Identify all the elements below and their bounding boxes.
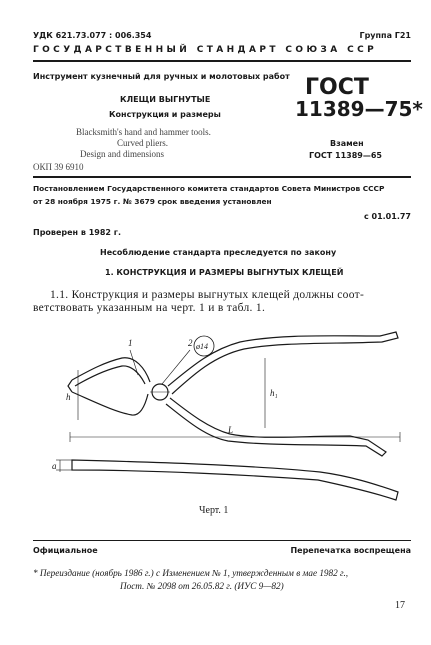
official-label: Официальное [33, 546, 98, 555]
checked-year: Проверен в 1982 г. [33, 228, 121, 237]
document-subtitle: Конструкция и размеры [109, 110, 221, 119]
pliers-drawing [0, 320, 431, 520]
effective-date: с 01.01.77 [363, 212, 411, 221]
okp-code: ОКП 39 6910 [33, 162, 84, 172]
decree-line-2: от 28 ноября 1975 г. № 3679 срок введения установлен [33, 197, 272, 206]
reprint-notice: Перепечатка воспрещена [290, 546, 411, 555]
dim-h1: h₁ [270, 388, 278, 398]
dim-a: a [52, 461, 57, 471]
reissue-note-1: * Переиздание (ноябрь 1986 г.) с Изменением № 1, утвержденным в мае 1982 г., [33, 568, 349, 578]
section-heading: 1. КОНСТРУКЦИЯ И РАЗМЕРЫ ВЫГНУТЫХ КЛЕЩЕЙ [105, 268, 344, 277]
label-diameter: ø14 [196, 342, 208, 351]
reissue-note-2: Пост. № 2098 от 26.05.82 г. (ИУС 9—82) [120, 581, 284, 591]
footer-rule [33, 540, 411, 541]
dim-L: L [228, 425, 234, 435]
state-standard-heading: ГОСУДАРСТВЕННЫЙ СТАНДАРТ СОЮЗА ССР [33, 45, 378, 55]
decree-line-1: Постановлением Государственного комитета стандартов Совета Министров СССР [33, 184, 385, 193]
drawing-caption: Черт. 1 [199, 505, 229, 516]
group-code: Группа Г21 [359, 31, 411, 40]
upper-jaw [72, 358, 150, 382]
title-rule [33, 176, 411, 178]
header-rule [33, 60, 411, 62]
paragraph-line-2: ветствовать указанным на черт. 1 и в табл. 1. [33, 302, 266, 314]
legal-notice: Несоблюдение стандарта преследуется по закону [100, 248, 337, 257]
label-2: 2 [188, 338, 193, 348]
english-title-1: Blacksmith's hand and hammer tools. [76, 127, 211, 137]
english-title-2: Curved pliers. [117, 138, 168, 148]
lower-jaw [72, 392, 148, 415]
document-title: КЛЕЩИ ВЫГНУТЫЕ [120, 95, 211, 104]
gost-label: ГОСТ [305, 75, 369, 100]
lower-handle [166, 398, 386, 456]
label-1: 1 [128, 338, 133, 348]
page-number: 17 [395, 600, 405, 611]
udk-code: УДК 621.73.077 : 006.354 [33, 31, 152, 40]
replaces-value: ГОСТ 11389—65 [309, 151, 382, 160]
side-view [72, 460, 398, 500]
replaces-label: Взамен [330, 139, 364, 148]
paragraph-line-1: 1.1. Конструкция и размеры выгнутых клещей должны соот- [50, 289, 365, 301]
gost-number: 11389—75* [295, 97, 423, 121]
dim-h: h [66, 392, 71, 402]
category-line: Инструмент кузнечный для ручных и молотовых работ [33, 72, 290, 81]
english-title-3: Design and dimensions [80, 149, 164, 159]
